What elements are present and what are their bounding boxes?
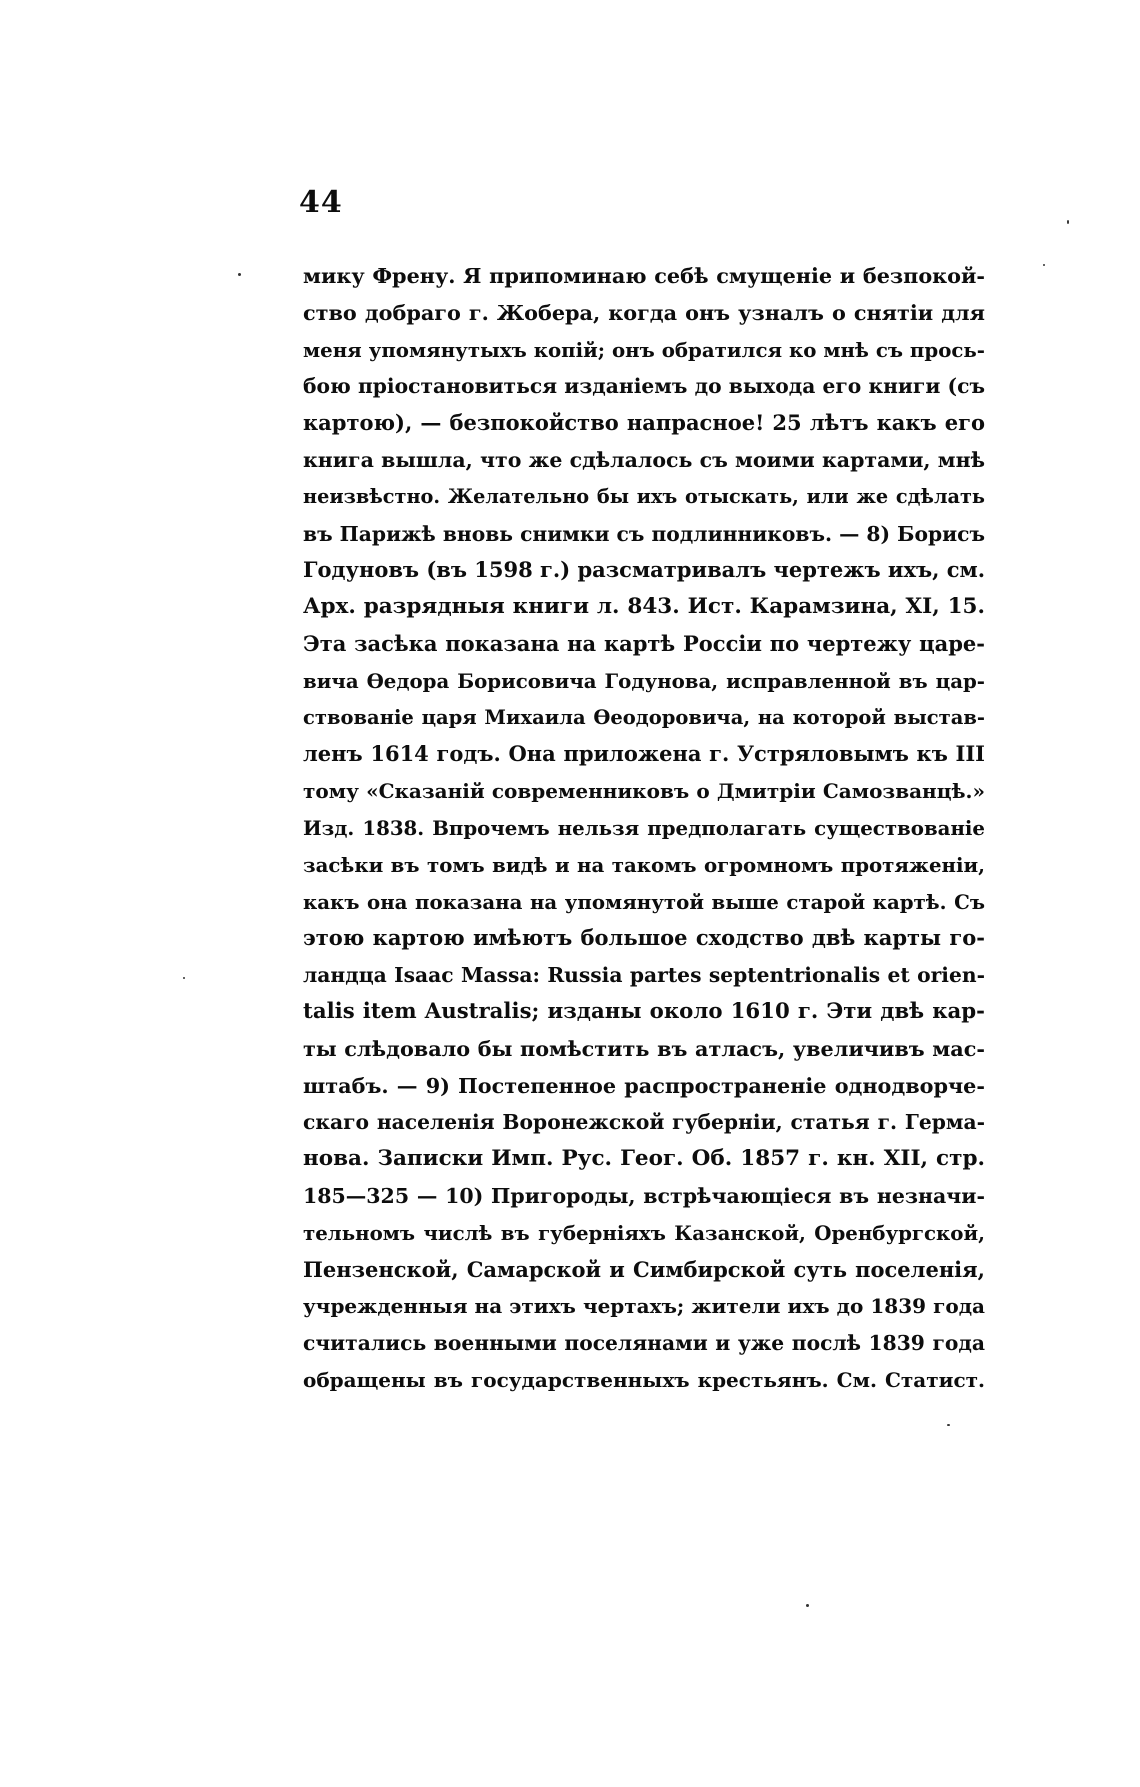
text-line: обращены въ государственныхъ крестьянъ. См. Статист.: [303, 1367, 985, 1392]
text-line: книга вышла, что же сдѣлалось съ моими картами, мнѣ: [303, 447, 985, 472]
text-line: вича Ѳедора Борисовича Годунова, исправленной въ цар-: [303, 668, 985, 693]
text-line: Пензенской, Самарской и Симбирской суть поселенія,: [303, 1256, 985, 1282]
text-line: ствованіе царя Михаила Ѳеодоровича, на которой выстав-: [303, 705, 985, 729]
text-line: бою пріостановиться изданіемъ до выхода его книги (съ: [303, 374, 985, 399]
text-line: ландца Isaac Massa: Russia partes septentrionalis et orien-: [303, 963, 985, 988]
text-line: ленъ 1614 годъ. Она приложена г. Устряловымъ къ III: [303, 741, 985, 767]
text-line: какъ она показана на упомянутой выше старой картѣ. Съ: [303, 889, 985, 914]
text-line: 185—325 — 10) Пригороды, встрѣчающіеся въ незначи-: [303, 1183, 985, 1208]
scan-speck: [183, 977, 185, 979]
footnote-text-block: [303, 258, 985, 1399]
text-line: talis item Australis; изданы около 1610 г. Эти двѣ кар-: [303, 998, 985, 1024]
text-line: считались военными поселянами и уже послѣ 1839 года: [303, 1331, 985, 1356]
text-line: засѣки въ томъ видѣ и на такомъ огромномъ протяженіи,: [303, 852, 985, 877]
scan-speck: [1067, 220, 1069, 224]
scan-speck: [947, 1424, 950, 1426]
text-line: Годуновъ (въ 1598 г.) разсматривалъ чертежъ ихъ, см.: [303, 557, 986, 583]
text-line: учрежденныя на этихъ чертахъ; жители ихъ до 1839 года: [303, 1294, 985, 1319]
text-line: неизвѣстно. Желательно бы ихъ отыскать, или же сдѣлать: [303, 484, 985, 508]
text-line: мику Френу. Я припоминаю себѣ смущеніе и безпокой-: [303, 264, 985, 288]
scan-speck: [238, 273, 241, 276]
page-number: 44: [299, 185, 343, 220]
text-line: ты слѣдовало бы помѣстить въ атласъ, увеличивъ мас-: [303, 1036, 985, 1061]
text-line: штабъ. — 9) Постепенное распространеніе однодворче-: [303, 1073, 985, 1098]
text-line: тому «Сказаній современниковъ о Дмитріи Самозванцѣ.»: [303, 779, 985, 804]
text-line: картою), — безпокойство напрасное! 25 лѣтъ какъ его: [303, 410, 985, 436]
text-line: меня упомянутыхъ копій; онъ обратился ко мнѣ съ прось-: [303, 337, 985, 362]
scan-speck: [806, 1604, 809, 1607]
text-line: Эта засѣка показана на картѣ Россіи по чертежу царе-: [303, 630, 985, 656]
text-line: тельномъ числѣ въ губерніяхъ Казанской, Оренбургской,: [303, 1220, 985, 1245]
text-line: въ Парижѣ вновь снимки съ подлинниковъ. — 8) Борисъ: [303, 521, 985, 546]
text-line: нова. Записки Имп. Рус. Геог. Об. 1857 г. кн. XII, стр.: [303, 1146, 985, 1172]
scan-speck: [1043, 264, 1045, 266]
text-line: этою картою имѣютъ большое сходство двѣ карты го-: [303, 925, 985, 951]
text-line: ство добраго г. Жобера, когда онъ узналъ о снятіи для: [303, 300, 985, 325]
text-line: Изд. 1838. Впрочемъ нельзя предполагать существованіе: [303, 815, 985, 840]
text-line: скаго населенія Воронежской губерніи, статья г. Герма-: [303, 1110, 985, 1135]
text-line: Арх. разрядныя книги л. 843. Ист. Карамзина, XI, 15.: [303, 594, 985, 620]
